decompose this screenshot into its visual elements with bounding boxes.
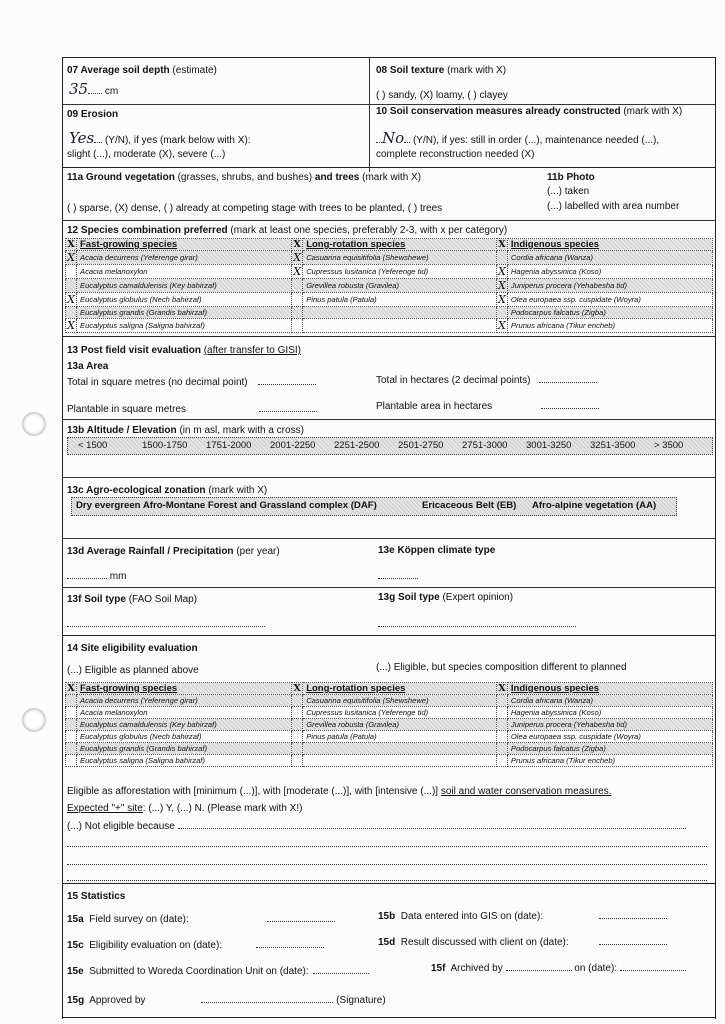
s13d-heading: 13d Average Rainfall / Precipitation (per year) [67,546,280,557]
category-header: Fast-growing species [77,683,292,695]
species-checkbox[interactable]: X [67,319,75,332]
species-checkbox[interactable] [292,731,303,743]
species-checkbox[interactable]: X [67,251,75,264]
species-name [303,755,497,767]
soil-type-expert-field[interactable] [378,617,576,630]
category-header: Indigenous species [507,239,712,251]
mark-column-header: X [67,683,75,694]
mark-column-header: X [498,683,506,694]
species-checkbox[interactable] [292,755,303,767]
species-name: Eucalyptus globulus (Nech bahirzaf) [77,293,292,307]
category-header: Fast-growing species [77,239,292,251]
afforestation-line[interactable]: Eligible as afforestation with [minimum (...)], with [moderate (...)], with [intensive (...)] soil and water conservation measures. [67,786,612,797]
s13e-heading: 13e Köppen climate type [378,545,496,556]
species-name: Pinus patula (Patula) [303,293,497,307]
altitude-range-option[interactable]: 2001-2250 [270,440,316,451]
s11b-heading: 11b Photo [547,172,595,183]
agro-zone-option[interactable]: Ericaceous Belt (EB) [422,500,517,511]
species-checkbox[interactable] [66,265,77,279]
species-name: Acacia decurrens (Yeferenge girar) [77,695,292,707]
erosion-severity[interactable]: slight (...), moderate (X), severe (...) [67,149,226,160]
species-name: Acacia decurrens (Yeferenge girar) [77,251,292,265]
species-name: Pinus patula (Patula) [303,731,497,743]
species-checkbox[interactable] [66,707,77,719]
species-checkbox[interactable]: X [497,279,506,292]
s14-heading: 14 Site eligibility evaluation [67,643,198,654]
s07-heading: 07 Average soil depth (estimate) [67,65,217,76]
species-name: Cupressus lusitanica (Yeferenge tid) [303,265,497,279]
species-header-row [66,239,713,251]
agro-zone-option[interactable]: Afro-alpine vegetation (AA) [532,500,657,511]
area-plantable-ha[interactable]: Plantable area in hectares [376,399,599,412]
category-header: Indigenous species [507,683,712,695]
species-row [66,707,713,719]
category-header: Long-rotation species [303,239,497,251]
s15-heading: 15 Statistics [67,891,126,902]
species-checkbox[interactable] [292,695,303,707]
altitude-range-option[interactable]: 2751-3000 [462,440,508,451]
species-checkbox[interactable] [292,743,303,755]
mark-column-header: X [293,683,301,694]
form-page [62,57,716,1019]
category-header: Long-rotation species [303,683,497,695]
species-name: Olea europaea ssp. cuspidate (Woyra) [507,731,712,743]
expected-site-line[interactable]: Expected "+" site: (...) Y, (...) N. (Please mark with X!) [67,803,303,814]
species-name: Hagenia abyssinica (Koso) [507,265,712,279]
altitude-range-option[interactable]: > 3500 [654,440,684,451]
altitude-range-option[interactable]: < 1500 [78,440,108,451]
species-checkbox[interactable] [292,279,303,293]
species-checkbox[interactable] [496,251,507,265]
reason-line[interactable] [67,837,707,850]
s08-heading: 08 Soil texture (mark with X) [376,65,507,76]
species-name: Casuarina equisitifolia (Shewshewe) [303,695,497,707]
species-name: Eucalyptus grandis (Grandis bahirzaf) [77,743,292,755]
altitude-range-row [67,437,713,455]
species-checkbox[interactable] [66,743,77,755]
species-name: Grevillea robusta (Gravilea) [303,279,497,293]
species-checkbox[interactable] [496,719,507,731]
species-name [303,743,497,755]
species-header-row [66,683,713,695]
species-row [66,755,713,767]
woreda-submit-date[interactable]: 15e Submitted to Woreda Coordination Unit on (date): [67,964,369,977]
mark-column-header: X [498,239,506,250]
species-checkbox[interactable] [292,707,303,719]
species-name: Cordia africana (Wanza) [507,695,712,707]
species-name: Prunus africana (Tikur encheb) [507,755,712,767]
koppen-field[interactable] [378,569,418,582]
species-checkbox[interactable]: X [67,293,75,306]
species-name: Juniperus procera (Yehabesha tid) [507,279,712,293]
species-name: Podocarpus falcatus (Zigba) [507,743,712,755]
ground-vegetation-options[interactable]: ( ) sparse, (X) dense, ( ) already at competing stage with trees to be planted, ( ) trees [67,203,443,214]
species-checkbox[interactable] [496,731,507,743]
species-name: Eucalyptus saligna (Saligna bahirzaf) [77,755,292,767]
s13-heading: 13 Post field visit evaluation (after transfer to GISI) [67,345,301,356]
altitude-range-option[interactable]: 2251-2500 [334,440,380,451]
punch-hole [22,412,46,436]
altitude-range-option[interactable]: 2501-2750 [398,440,444,451]
species-row [66,293,713,307]
species-name: Casuarina equisitifolia (Shewshewe) [303,251,497,265]
species-name: Eucalyptus globulus (Nech bahirzaf) [77,731,292,743]
species-checkbox[interactable] [66,307,77,319]
species-checkbox[interactable] [496,755,507,767]
s13g-heading: 13g Soil type (Expert opinion) [378,592,514,603]
result-discussed-date[interactable]: 15d Result discussed with client on (date): [378,935,667,948]
s13b-heading: 13b Altitude / Elevation (in m asl, mark with a cross) [67,425,304,436]
altitude-range-option[interactable]: 3251-3500 [590,440,636,451]
species-checkbox[interactable]: X [497,293,506,306]
approved-by[interactable]: 15g Approved by (Signature) [67,995,386,1006]
species-name: Eucalyptus camaldulensis (Key bahirzaf) [77,719,292,731]
photo-taken[interactable]: (...) taken [547,186,590,197]
species-name: Cordia africana (Wanza) [507,251,712,265]
species-checkbox[interactable] [66,695,77,707]
species-name: Hagenia abyssinica (Koso) [507,707,712,719]
species-name: Eucalyptus camaldulensis (Key bahirzaf) [77,279,292,293]
species-checkbox[interactable] [66,755,77,767]
mark-column-header: X [293,239,301,250]
s09-heading: 09 Erosion [67,109,119,120]
species-checkbox[interactable] [292,319,303,333]
s13c-heading: 13c Agro-ecological zonation (mark with X) [67,485,268,496]
agro-zone-option[interactable]: Dry evergreen Afro-Montane Forest and Grassland complex (DAF) [76,500,377,511]
species-row [66,251,713,265]
species-name: Eucalyptus grandis (Grandis bahirzaf) [77,307,292,319]
species-checkbox[interactable]: X [497,319,506,332]
species-row [66,279,713,293]
eligible-as-planned[interactable]: (...) Eligible as planned above [67,665,199,676]
altitude-range-option[interactable]: 1500-1750 [142,440,188,451]
eligibility-eval-date[interactable]: 15c Eligibility evaluation on (date): [67,938,324,951]
species-name: Podocarpus falcatus (Zigba) [507,307,712,319]
area-total-ha[interactable]: Total in hectares (2 decimal points) [376,373,597,386]
species-name: Grevillea robusta (Gravilea) [303,719,497,731]
species-checkbox[interactable]: X [293,251,302,264]
mark-column-header: X [67,239,75,250]
species-name: Cupressus lusitanica (Yeferenge tid) [303,707,497,719]
archived-by[interactable]: 15f Archived by on (date): [431,961,686,974]
species-checkbox[interactable] [292,307,303,319]
species-name: Eucalyptus saligna (Saligna bahirzaf) [77,319,292,333]
erosion-field[interactable]: Yes (Y/N), if yes (mark below with X): [69,129,251,147]
s10-heading: 10 Soil conservation measures already constructed (mark with X) [376,106,683,117]
s12-heading: 12 Species combination preferred (mark at least one species, preferably 2-3, with x per category) [67,225,508,236]
conservation-state[interactable]: complete reconstruction needed (X) [376,149,535,160]
species-checkbox[interactable] [66,731,77,743]
species-checkbox[interactable] [66,279,77,293]
soil-texture-options[interactable]: ( ) sandy, (X) loamy, ( ) clayey [376,90,508,101]
species-name: Prunus africana (Tikur encheb) [507,319,712,333]
species-name [303,307,497,319]
species-checkbox[interactable] [496,707,507,719]
rainfall-field[interactable]: mm [67,569,126,582]
area-plantable-sqm[interactable]: Plantable in square metres [67,402,317,415]
species-checkbox[interactable]: X [497,265,506,278]
species-table-14 [65,682,713,767]
species-checkbox[interactable] [292,293,303,307]
species-row [66,307,713,319]
soil-depth-field[interactable]: 35 cm [69,80,119,98]
species-row [66,695,713,707]
species-name: Acacia melanoxylon [77,707,292,719]
altitude-range-option[interactable]: 3001-3250 [526,440,572,451]
species-name: Acacia melanoxylon [77,265,292,279]
reason-line[interactable] [67,855,707,868]
eligible-different[interactable]: (...) Eligible, but species composition different to planned [376,662,627,673]
species-row [66,265,713,279]
conservation-field[interactable]: No (Y/N), if yes: still in order (...), maintenance needed (...), [376,129,659,147]
area-total-sqm[interactable]: Total in square metres (no decimal point) [67,375,316,388]
s13a-heading: 13a Area [67,361,109,372]
species-name: Juniperus procera (Yehabesha tid) [507,719,712,731]
punch-hole [22,708,46,732]
s13f-heading: 13f Soil type (FAO Soil Map) [67,594,198,605]
species-checkbox[interactable] [292,719,303,731]
species-checkbox[interactable] [496,307,507,319]
species-name [303,319,497,333]
altitude-range-option[interactable]: 1751-2000 [206,440,252,451]
species-checkbox[interactable] [66,719,77,731]
species-checkbox[interactable] [496,743,507,755]
species-row [66,719,713,731]
species-checkbox[interactable] [496,695,507,707]
gis-entry-date[interactable]: 15b Data entered into GIS on (date): [378,909,667,922]
photo-labelled[interactable]: (...) labelled with area number [547,201,680,212]
species-row [66,743,713,755]
agro-zone-row [71,497,677,516]
species-row [66,731,713,743]
field-survey-date[interactable]: 15a Field survey on (date): [67,912,335,925]
soil-type-fao-field[interactable] [67,617,265,630]
species-checkbox[interactable]: X [293,265,302,278]
s11a-heading: 11a Ground vegetation (grasses, shrubs, and bushes) and trees (mark with X) [67,172,422,183]
species-name: Olea europaea ssp. cuspidate (Woyra) [507,293,712,307]
species-table-12 [65,238,713,333]
not-eligible-line[interactable]: (...) Not eligible because [67,819,686,832]
species-row [66,319,713,333]
